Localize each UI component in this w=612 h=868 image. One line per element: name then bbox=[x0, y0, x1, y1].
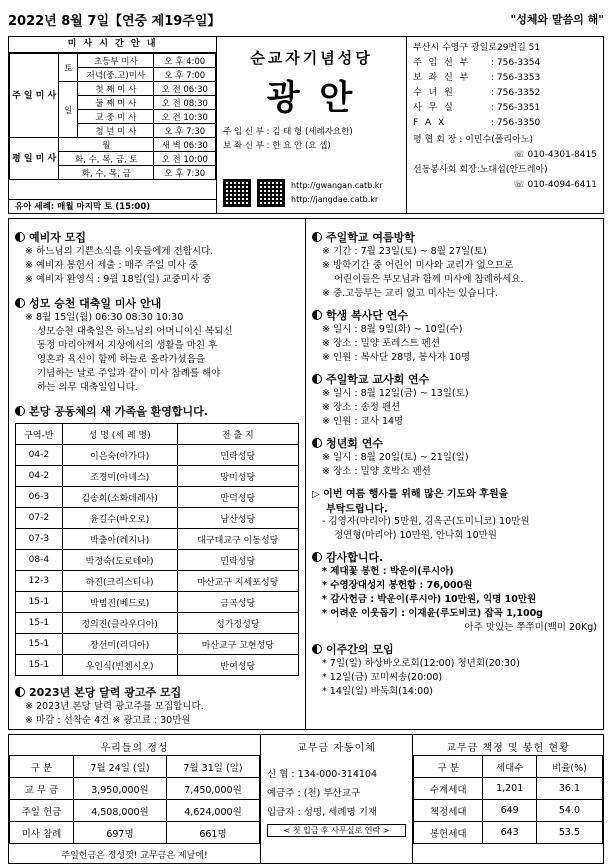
contact-info bbox=[407, 37, 603, 213]
table-cell: 망미성당 bbox=[177, 466, 298, 487]
section-title: 성모 승천 대축일 미사 안내 bbox=[15, 295, 299, 311]
bullet-icon bbox=[312, 310, 322, 320]
table-row bbox=[10, 800, 260, 822]
table-cell: 15-1 bbox=[16, 655, 63, 676]
table-cell: 1,201 bbox=[483, 778, 536, 800]
parish-name: 광 안 bbox=[266, 78, 357, 118]
section-title: 학생 복사단 연수 bbox=[312, 307, 597, 323]
mass-time: 오 후 7:30 bbox=[154, 124, 216, 138]
column-header: 성 명 (세 례 명) bbox=[62, 424, 177, 445]
text-line: 동정 마리아께서 지상에서의 생활을 마친 후 bbox=[37, 340, 218, 351]
table-cell: 08-4 bbox=[16, 550, 63, 571]
parish-subtitle: 순교자기념성당 bbox=[250, 49, 373, 67]
mass-name: 저녁(중.고)미사 bbox=[78, 68, 154, 82]
contact-number: : 756-3350 bbox=[491, 118, 541, 128]
table-row bbox=[16, 634, 299, 655]
parish-address: 부산시 수영구 광일로29번길 51 bbox=[413, 43, 541, 53]
contact-number: : 756-3351 bbox=[491, 103, 541, 113]
contact-line bbox=[413, 56, 597, 71]
text-line: ※ 8월 15일(월) 06:30 08:30 10:30 bbox=[25, 312, 184, 323]
text-line: ※ 예비자 환영식 : 9월 18일(일) 교중미사 중 bbox=[25, 274, 212, 285]
column-header: 구역-반 bbox=[16, 424, 63, 445]
text-line: * 수영장대성지 봉헌함 : 76,000원 bbox=[322, 580, 473, 591]
table-cell: 책정세대 bbox=[414, 800, 483, 822]
table-cell: 반여성당 bbox=[177, 655, 298, 676]
text-line: * 14일(일) 바둑회(14:00) bbox=[322, 686, 433, 697]
table-cell: 04-2 bbox=[16, 466, 63, 487]
offerings-note: 주일헌금은 정성껏! 교무금은 제날에! bbox=[61, 851, 208, 861]
bullet-icon bbox=[312, 644, 322, 654]
table-cell: 성가정성당 bbox=[177, 613, 298, 634]
table-cell: 대구대교구 이동성당 bbox=[177, 529, 298, 550]
section-title: 본당 공동체의 새 가족을 환영합니다. bbox=[15, 403, 299, 419]
section-title: 2023년 본당 달력 광고주 모집 bbox=[15, 684, 299, 700]
website-link[interactable]: http://gwangan.catb.kr bbox=[291, 181, 383, 190]
qr-code-icon[interactable] bbox=[223, 179, 251, 207]
contact-label: 보 좌 신 부 bbox=[413, 73, 471, 83]
table-cell: 금곡성당 bbox=[177, 592, 298, 613]
table-cell: 주일 헌금 bbox=[10, 800, 74, 822]
table-cell: 봉헌세대 bbox=[414, 822, 483, 844]
table-cell: 김송희(소화데레사) bbox=[62, 487, 177, 508]
section-title: 감사합니다. bbox=[312, 549, 597, 565]
assessment-table bbox=[413, 755, 603, 844]
depositor-instruction: 입금자 : 성명, 세례명 기재 bbox=[267, 807, 378, 818]
top-bar bbox=[8, 4, 604, 34]
mass-name: 청 년 미 사 bbox=[78, 124, 154, 138]
text-line: ※ 2023년 본당 달력 광고주를 모집합니다. bbox=[25, 701, 204, 712]
contact-label: 사 무 실 bbox=[413, 103, 455, 113]
infant-baptism-note: 유아 세례: 매월 마지막 토 (15:00) bbox=[9, 199, 216, 213]
column-header: 구 분 bbox=[10, 756, 74, 778]
table-row bbox=[16, 655, 299, 676]
table-cell: 정의진(클라우디아) bbox=[62, 613, 177, 634]
website-links bbox=[291, 179, 383, 207]
bullet-icon bbox=[312, 438, 322, 448]
bottom-panel bbox=[8, 734, 604, 864]
offerings-panel bbox=[9, 735, 261, 863]
bullet-icon bbox=[312, 374, 322, 384]
contact-label: F A X bbox=[413, 118, 447, 128]
mass-time: 새 벽 06:30 bbox=[154, 138, 216, 152]
mass-name: 화, 수, 목, 금 bbox=[59, 166, 154, 180]
table-cell: 04-2 bbox=[16, 445, 63, 466]
issue-date: 2022년 8월 7일【연중 제19주일】 bbox=[8, 13, 221, 29]
bullet-icon bbox=[15, 232, 25, 242]
column-header: 구 분 bbox=[414, 756, 483, 778]
table-row bbox=[10, 822, 260, 844]
table-cell: 마산교구 지세포성당 bbox=[177, 571, 298, 592]
text-line: * 제대꽃 봉헌 : 박운이(루시아) bbox=[322, 566, 454, 577]
service-president: 선동봉사회 회장:노대섭(안드레아) bbox=[413, 165, 548, 175]
council-president: 평 협 회 장 : 이민수(폴리아노) bbox=[413, 135, 533, 145]
table-row bbox=[10, 778, 260, 800]
text-line: ※ 일시 : 8월 12일(금) ~ 13일(토) bbox=[322, 388, 469, 399]
contact-line bbox=[413, 86, 597, 101]
text-line: ※ 장소 : 밀양 포레스트 펜션 bbox=[322, 338, 441, 349]
council-president-phone: ☏ 010-4301-8415 bbox=[513, 150, 597, 160]
section-title: 예비자 모집 bbox=[15, 229, 299, 245]
table-cell: 민락성당 bbox=[177, 550, 298, 571]
table-row bbox=[16, 508, 299, 529]
table-row bbox=[16, 466, 299, 487]
bullet-icon bbox=[15, 687, 25, 697]
bullet-icon bbox=[312, 232, 322, 242]
text-line: ※ 마감 : 선착순 4건 ※ 광고료 : 30만원 bbox=[25, 715, 191, 726]
table-cell: 교 무 금 bbox=[10, 778, 74, 800]
table-cell: 643 bbox=[483, 822, 536, 844]
contact-number: : 756-3352 bbox=[491, 88, 541, 98]
table-row bbox=[16, 529, 299, 550]
offerings-title: 우리들의 정성 bbox=[100, 743, 169, 754]
table-row bbox=[414, 800, 603, 822]
auto-transfer-info bbox=[261, 755, 412, 822]
contact-line bbox=[413, 101, 597, 116]
text-line: ※ 방학기간 중 어린이 미사와 교리가 없으므로 bbox=[322, 260, 514, 271]
pastor-name: 주 임 신 부 : 김 태 형 (세례자요한) bbox=[223, 127, 353, 137]
column-header: 전 출 지 bbox=[177, 424, 298, 445]
column-header: 세대수 bbox=[483, 756, 536, 778]
saturday-label: 토 bbox=[59, 54, 78, 82]
table-cell: 장선미(리디아) bbox=[62, 634, 177, 655]
text-line: - 김영자(마리아) 5만원, 김옥곤(도미니코) 10만원 bbox=[322, 516, 530, 527]
table-cell: 36.1 bbox=[536, 778, 602, 800]
text-line: 하는 의무 대축일입니다. bbox=[37, 382, 138, 393]
offerings-table bbox=[9, 755, 260, 844]
column-header: 비율(%) bbox=[536, 756, 602, 778]
table-row bbox=[16, 550, 299, 571]
bullet-icon bbox=[312, 552, 322, 562]
table-cell: 남산성당 bbox=[177, 508, 298, 529]
table-cell: 윤길수(바오로) bbox=[62, 508, 177, 529]
table-cell: 649 bbox=[483, 800, 536, 822]
table-cell: 7,450,000원 bbox=[166, 778, 259, 800]
mass-name: 둘 째 미 사 bbox=[78, 96, 154, 110]
bank-account: 신 협 : 134-000-314104 bbox=[267, 769, 378, 780]
text-line: ※ 기간 : 7월 23일(토) ~ 8월 27일(토) bbox=[322, 246, 487, 257]
website-link[interactable]: http://jangdae.catb.kr bbox=[291, 195, 379, 204]
announcements bbox=[8, 218, 604, 730]
contact-number: : 756-3354 bbox=[491, 58, 541, 68]
contact-line bbox=[413, 116, 597, 131]
table-cell: 4,624,000원 bbox=[166, 800, 259, 822]
table-cell: 07-2 bbox=[16, 508, 63, 529]
text-line: * 감사헌금 : 박운이(루시아) 10만원, 익명 10만원 bbox=[322, 594, 537, 605]
qr-code-icon[interactable] bbox=[257, 179, 285, 207]
table-cell: 15-1 bbox=[16, 613, 63, 634]
table-row bbox=[16, 592, 299, 613]
table-cell: 우인식(빈첸시오) bbox=[62, 655, 177, 676]
table-cell: 미사 참례 bbox=[10, 822, 74, 844]
table-cell: 15-1 bbox=[16, 634, 63, 655]
section-title: 이주간의 모임 bbox=[312, 641, 597, 657]
mass-time: 오 전 10:00 bbox=[154, 152, 216, 166]
section-title: 주일학교 여름방학 bbox=[312, 229, 597, 245]
mass-name: 초등부 미사 bbox=[78, 54, 154, 68]
text-line: ※ 장소 : 송정 펜션 bbox=[322, 402, 401, 413]
sunday-mass-label: 주 일 미 사 bbox=[10, 54, 59, 138]
assessment-panel bbox=[413, 735, 603, 863]
mass-name: 화, 수, 목, 금, 토 bbox=[59, 152, 154, 166]
text-line: ※ 인원 : 교사 14명 bbox=[322, 416, 404, 427]
table-cell: 수계세대 bbox=[414, 778, 483, 800]
table-row bbox=[16, 487, 299, 508]
table-cell: 12-3 bbox=[16, 571, 63, 592]
table-cell: 54.0 bbox=[536, 800, 602, 822]
table-row bbox=[16, 445, 299, 466]
table-cell: 박출아(레지나) bbox=[62, 529, 177, 550]
table-row bbox=[16, 571, 299, 592]
table-header-row bbox=[16, 424, 299, 445]
auto-transfer-panel bbox=[261, 735, 413, 863]
table-cell: 박범진(베드로) bbox=[62, 592, 177, 613]
table-cell: 박정숙(도로테아) bbox=[62, 550, 177, 571]
section-title: 청년회 연수 bbox=[312, 435, 597, 451]
mass-name: 월 bbox=[59, 138, 154, 152]
text-line: 영혼과 육신이 함께 하늘로 올라가셨음을 bbox=[37, 354, 206, 365]
qr-row bbox=[223, 179, 400, 207]
support-request-title: ▷ 이번 여름 행사를 위해 많은 기도와 후원을 bbox=[312, 489, 509, 500]
text-line: ※ 인원 : 복사단 28명, 봉사자 10명 bbox=[322, 352, 471, 363]
mass-schedule-title: 미 사 시 간 안 내 bbox=[9, 37, 216, 53]
assistant-priest-name: 보 좌 신 부 : 한 요 안 (요 셉) bbox=[223, 141, 331, 151]
contact-number: : 756-3353 bbox=[491, 73, 541, 83]
column-header: 7월 24일 (일) bbox=[73, 756, 166, 778]
text-line: * 어려운 이웃돕기 : 이재윤(루도비코) 잡곡 1,100g bbox=[322, 608, 543, 619]
text-line: 어린이들은 부모님과 함께 미사에 참례하세요. bbox=[334, 274, 524, 285]
text-line: ※ 장소 : 밀양 호박소 펜션 bbox=[322, 466, 431, 477]
mass-name: 교 중 미 사 bbox=[78, 110, 154, 124]
parish-logo-block bbox=[217, 37, 407, 213]
table-cell: 15-1 bbox=[16, 592, 63, 613]
support-request-title-cont: 부탁드립니다. bbox=[326, 504, 388, 515]
table-cell: 4,508,000원 bbox=[73, 800, 166, 822]
table-cell: 이은숙(아가다) bbox=[62, 445, 177, 466]
weekday-mass-label: 평 일 미 사 bbox=[10, 138, 59, 180]
bullet-icon bbox=[15, 406, 25, 416]
text-line: * 7일(일) 하상바오로회(12:00) 청년회(20:30) bbox=[322, 658, 520, 669]
motto: "성체와 말씀의 해" bbox=[510, 13, 604, 26]
table-cell: 06-3 bbox=[16, 487, 63, 508]
right-column bbox=[306, 219, 603, 729]
mass-time: 오 전 10:30 bbox=[154, 110, 216, 124]
mass-name: 첫 째 미 사 bbox=[78, 82, 154, 96]
table-cell: 697명 bbox=[73, 822, 166, 844]
mass-time: 오 전 08:30 bbox=[154, 96, 216, 110]
section-title: 주일학교 교사회 연수 bbox=[312, 371, 597, 387]
table-row bbox=[16, 613, 299, 634]
account-holder: 예금주 : (천) 부산교구 bbox=[267, 788, 361, 799]
table-cell: 하진(크리스티나) bbox=[62, 571, 177, 592]
table-cell: 마산교구 고현성당 bbox=[177, 634, 298, 655]
text-line: ※ 일시 : 8월 9일(화) ~ 10일(수) bbox=[322, 324, 463, 335]
left-column bbox=[9, 219, 306, 729]
text-line: 정연형(마리아) 10만원, 안나회 10만원 bbox=[334, 530, 497, 541]
header-box bbox=[8, 36, 604, 214]
contact-label: 수 녀 원 bbox=[413, 88, 455, 98]
table-cell: 만덕성당 bbox=[177, 487, 298, 508]
table-cell: 민락성당 bbox=[177, 445, 298, 466]
table-cell: 3,950,000원 bbox=[73, 778, 166, 800]
priests-list bbox=[217, 125, 406, 153]
text-line: 아주 맛있는 쭈쭈미(백미 20Kg) bbox=[464, 622, 597, 633]
table-row bbox=[414, 778, 603, 800]
text-line: ※ 하느님의 기쁜소식을 이웃들에게 전합시다. bbox=[25, 246, 214, 257]
column-header: 7월 31일 (일) bbox=[166, 756, 259, 778]
mass-table bbox=[9, 53, 216, 180]
mass-time: 오 후 4:00 bbox=[154, 54, 216, 68]
text-line: ※ 예비자 봉헌서 제출 : 매주 주일 미사 중 bbox=[25, 260, 198, 271]
table-cell: 07-3 bbox=[16, 529, 63, 550]
sunday-label: 일 bbox=[59, 82, 78, 138]
table-cell: 53.5 bbox=[536, 822, 602, 844]
auto-transfer-note: < 첫 입금 후 사무실로 연락 > bbox=[267, 824, 406, 837]
mass-schedule bbox=[9, 37, 217, 213]
auto-transfer-title: 교무금 자동이체 bbox=[297, 743, 376, 754]
text-line: 성모승천 대축일은 하느님의 어머니이신 복되신 bbox=[37, 326, 233, 337]
contact-line bbox=[413, 71, 597, 86]
table-row bbox=[414, 822, 603, 844]
assessment-title: 교무금 책정 및 봉헌 현황 bbox=[446, 743, 570, 754]
table-cell: 661명 bbox=[166, 822, 259, 844]
contact-label: 주 임 신 부 bbox=[413, 58, 471, 68]
mass-time: 오 후 7:00 bbox=[154, 68, 216, 82]
text-line: 기념하는 날로 주일과 같이 미사 참례를 해야 bbox=[37, 368, 221, 379]
mass-time: 오 전 06:30 bbox=[154, 82, 216, 96]
text-line: * 12일(금) 꼬미씨송(20:00) bbox=[322, 672, 443, 683]
mass-time: 오 후 7:30 bbox=[154, 166, 216, 180]
text-line: ※ 일시 : 8월 20일(토) ~ 21일(일) bbox=[322, 452, 469, 463]
bullet-icon bbox=[15, 298, 25, 308]
table-cell: 조경미(아녜스) bbox=[62, 466, 177, 487]
text-line: ※ 중.고등부는 교리 없고 미사는 있습니다. bbox=[322, 288, 498, 299]
new-family-table bbox=[15, 423, 299, 676]
service-president-phone: ☏ 010-4094-6411 bbox=[513, 180, 597, 190]
